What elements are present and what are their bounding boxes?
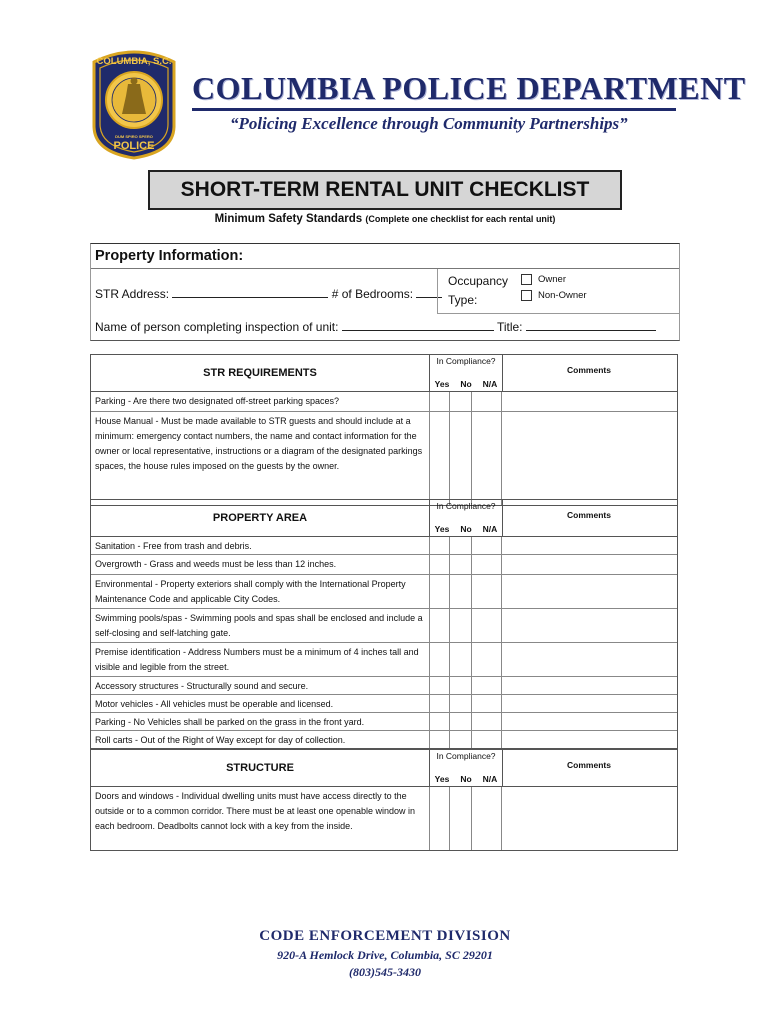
table-header (91, 355, 677, 392)
na-cell[interactable] (471, 537, 472, 554)
checklist-row (91, 412, 677, 505)
department-title: COLUMBIA POLICE DEPARTMENT (192, 70, 746, 106)
na-cell[interactable] (471, 392, 472, 411)
compliance-label: In Compliance? (436, 356, 496, 366)
compliance-label: In Compliance? (436, 501, 496, 511)
no-cell[interactable] (449, 731, 450, 748)
police-badge-logo (88, 48, 180, 160)
no-cell[interactable] (449, 537, 450, 554)
comments-header: Comments (567, 510, 611, 520)
comments-cell[interactable] (501, 555, 502, 574)
yes-cell[interactable] (429, 695, 430, 712)
no-header: No (460, 379, 472, 389)
yes-cell[interactable] (429, 537, 430, 554)
na-cell[interactable] (471, 713, 472, 730)
footer-phone: (803)545-3430 (349, 965, 421, 979)
no-cell[interactable] (449, 412, 450, 505)
comments-cell[interactable] (501, 537, 502, 554)
na-cell[interactable] (471, 695, 472, 712)
na-cell[interactable] (471, 575, 472, 608)
table-header (91, 500, 677, 537)
requirement-text: House Manual - Must be made available to STR guests and should include at a minimum: emergency contact numbers, the name and contact information for the owner or local representative, instructions or a diagram of the designated parkings spaces, the house rules imposed on the guests by the owner. (95, 416, 423, 471)
inspector-title-field[interactable] (526, 318, 656, 331)
yes-cell[interactable] (429, 575, 430, 608)
compliance-header (429, 500, 503, 536)
comments-cell[interactable] (501, 575, 502, 608)
inspector-row (95, 318, 656, 334)
non-owner-checkbox[interactable] (521, 290, 532, 301)
department-motto: “Policing Excellence through Community Partnerships” (230, 114, 628, 133)
str-address-label: STR Address: (95, 287, 170, 301)
comments-cell[interactable] (501, 677, 502, 694)
form-subtitle (0, 213, 770, 225)
occupancy-label-1: Occupancy (448, 274, 509, 288)
no-cell[interactable] (449, 609, 450, 642)
checklist-row (91, 643, 677, 677)
requirement-text: Overgrowth - Grass and weeds must be less than 12 inches. (95, 559, 337, 569)
yes-cell[interactable] (429, 643, 430, 676)
yes-header: Yes (434, 379, 450, 389)
property-heading: Property Information: (95, 248, 244, 264)
no-cell[interactable] (449, 677, 450, 694)
yes-header: Yes (434, 774, 450, 784)
no-cell[interactable] (449, 713, 450, 730)
inspector-name-field[interactable] (342, 318, 494, 331)
checklist-row (91, 609, 677, 643)
comments-cell[interactable] (501, 713, 502, 730)
comments-cell[interactable] (501, 731, 502, 748)
title-divider (192, 108, 676, 111)
inspector-label: Name of person completing inspection of unit: (95, 320, 339, 334)
checklist-row (91, 695, 677, 713)
yes-header: Yes (434, 524, 450, 534)
section-title: STRUCTURE (226, 762, 294, 774)
badge-top-text: COLUMBIA, S.C. (96, 56, 172, 67)
yes-cell[interactable] (429, 731, 430, 748)
comments-cell[interactable] (501, 695, 502, 712)
checklist-row (91, 713, 677, 731)
footer-address: 920-A Hemlock Drive, Columbia, SC 29201 (277, 948, 493, 962)
na-cell[interactable] (471, 643, 472, 676)
no-cell[interactable] (449, 575, 450, 608)
comments-cell[interactable] (501, 609, 502, 642)
yes-cell[interactable] (429, 412, 430, 505)
occupancy-label-2: Type: (448, 293, 478, 307)
checklist-row (91, 555, 677, 575)
na-header: N/A (482, 379, 498, 389)
comments-cell[interactable] (501, 643, 502, 676)
no-cell[interactable] (449, 555, 450, 574)
requirement-text: Parking - No Vehicles shall be parked on the grass in the front yard. (95, 717, 365, 727)
property-information-section (90, 243, 680, 341)
comments-cell[interactable] (501, 412, 502, 505)
requirement-text: Roll carts - Out of the Right of Way except for day of collection. (95, 735, 346, 745)
owner-option-label: Owner (538, 274, 566, 286)
yes-cell[interactable] (429, 609, 430, 642)
yes-cell[interactable] (429, 555, 430, 574)
checklist-row (91, 787, 677, 850)
compliance-header (429, 355, 503, 391)
requirement-text: Premise identification - Address Numbers must be a minimum of 4 inches tall and visible and legible from the street. (95, 647, 419, 672)
compliance-label: In Compliance? (436, 751, 496, 761)
na-cell[interactable] (471, 731, 472, 748)
requirement-text: Sanitation - Free from trash and debris. (95, 541, 252, 551)
bedrooms-label: # of Bedrooms: (331, 287, 414, 301)
no-header: No (460, 774, 472, 784)
inspector-title-label: Title: (496, 320, 523, 334)
table-header (91, 750, 677, 787)
occupancy-type-box (437, 269, 679, 314)
non-owner-option-label: Non-Owner (538, 290, 587, 302)
checklist-table (90, 749, 678, 851)
yes-cell[interactable] (429, 713, 430, 730)
requirement-text: Doors and windows - Individual dwelling units must have access directly to the outside or to a common corridor. There must be at least one openable window in each bedroom. Deadbolts cannot lock with a key from the inside. (95, 791, 416, 831)
no-cell[interactable] (449, 695, 450, 712)
na-header: N/A (482, 774, 498, 784)
subtitle-note: (Complete one checklist for each rental unit) (365, 214, 556, 224)
yes-cell[interactable] (429, 787, 430, 850)
comments-header: Comments (567, 760, 611, 770)
yes-cell[interactable] (429, 392, 430, 411)
requirement-text: Swimming pools/spas - Swimming pools and spas shall be enclosed and include a self-closing and self-latching gate. (95, 613, 423, 638)
na-cell[interactable] (471, 555, 472, 574)
form-title: SHORT-TERM RENTAL UNIT CHECKLIST (148, 170, 622, 210)
requirement-text: Environmental - Property exteriors shall comply with the International Property Maintenance Code and applicable City Codes. (95, 579, 406, 604)
na-cell[interactable] (471, 412, 472, 505)
section-title: PROPERTY AREA (212, 512, 308, 524)
no-header: No (460, 524, 472, 534)
checklist-row (91, 537, 677, 555)
checklist-table (90, 354, 678, 506)
no-cell[interactable] (449, 787, 450, 850)
section-title: STR REQUIREMENTS (203, 367, 317, 379)
str-address-row (95, 285, 442, 301)
comments-cell[interactable] (501, 787, 502, 850)
na-cell[interactable] (471, 609, 472, 642)
na-header: N/A (482, 524, 498, 534)
checklist-table (90, 499, 678, 749)
footer-division: CODE ENFORCEMENT DIVISION (259, 928, 511, 944)
requirement-text: Accessory structures - Structurally sound and secure. (95, 681, 309, 691)
na-cell[interactable] (471, 787, 472, 850)
checklist-row (91, 731, 677, 748)
checklist-row (91, 677, 677, 695)
subtitle-main: Minimum Safety Standards (214, 213, 363, 225)
badge-bottom-text: POLICE (113, 140, 155, 152)
comments-header: Comments (567, 365, 611, 375)
badge-ribbon-text: DUM SPIRO SPERO (115, 134, 153, 139)
yes-cell[interactable] (429, 677, 430, 694)
non-owner-option[interactable] (521, 290, 587, 301)
comments-cell[interactable] (501, 392, 502, 411)
no-cell[interactable] (449, 392, 450, 411)
compliance-header (429, 750, 503, 786)
checklist-row (91, 392, 677, 412)
checklist-row (91, 575, 677, 609)
requirement-text: Parking - Are there two designated off-street parking spaces? (95, 396, 339, 406)
owner-option[interactable] (521, 274, 566, 285)
str-address-field[interactable] (172, 285, 328, 298)
owner-checkbox[interactable] (521, 274, 532, 285)
na-cell[interactable] (471, 677, 472, 694)
no-cell[interactable] (449, 643, 450, 676)
requirement-text: Motor vehicles - All vehicles must be operable and licensed. (95, 699, 334, 709)
